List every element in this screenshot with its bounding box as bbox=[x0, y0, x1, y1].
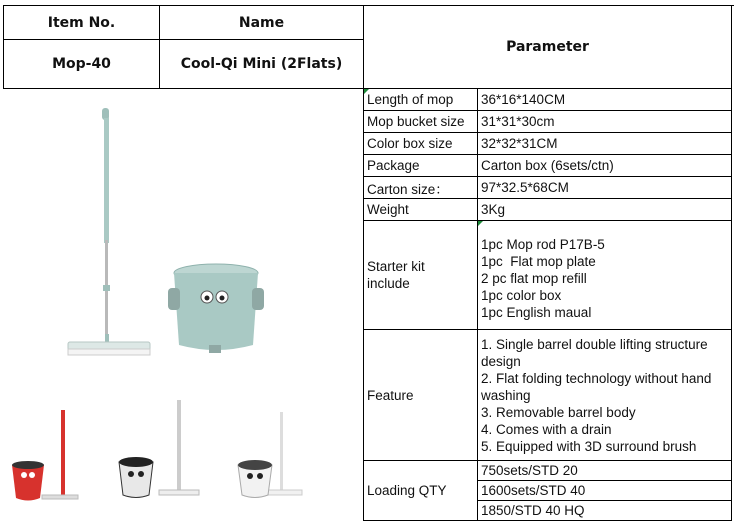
row-value-bucket: 31*31*30cm bbox=[478, 111, 732, 133]
list-item: 4. Comes with a drain bbox=[481, 421, 612, 437]
row-label-length: Length of mop bbox=[364, 89, 478, 111]
row-label-package: Package bbox=[364, 155, 478, 177]
loading-item: 750sets/STD 20 bbox=[478, 461, 732, 481]
list-item: 1pc Flat mop plate bbox=[481, 253, 596, 269]
feature-list bbox=[478, 330, 732, 461]
row-label-color-box: Color box size bbox=[364, 133, 478, 155]
product-name: Cool-Qi Mini (2Flats) bbox=[160, 40, 364, 89]
product-image-area bbox=[4, 90, 363, 521]
starter-kit-label-line: include bbox=[367, 276, 410, 291]
row-value-package: Carton box (6sets/ctn) bbox=[478, 155, 732, 177]
variant-images bbox=[4, 390, 363, 520]
list-item: 1pc English maual bbox=[481, 304, 592, 320]
row-value-weight: 3Kg bbox=[478, 199, 732, 221]
comment-marker bbox=[364, 89, 369, 94]
row-label-weight: Weight bbox=[364, 199, 478, 221]
loading-item: 1600sets/STD 40 bbox=[478, 481, 732, 501]
list-item: 1. Single barrel double lifting structure design bbox=[481, 336, 708, 369]
header-parameter: Parameter bbox=[364, 6, 732, 89]
list-item: 3. Removable barrel body bbox=[481, 404, 636, 420]
header-item-no: Item No. bbox=[4, 6, 160, 40]
main-product-image bbox=[4, 90, 363, 390]
loading-item: 1850/STD 40 HQ bbox=[478, 501, 732, 521]
list-item: 1pc color box bbox=[481, 287, 562, 303]
loading-label: Loading QTY bbox=[364, 461, 478, 521]
list-item: 2. Flat folding technology without hand washing bbox=[481, 370, 712, 403]
comment-marker bbox=[478, 221, 483, 226]
row-value-length: 36*16*140CM bbox=[478, 89, 732, 111]
list-item: 2 pc flat mop refill bbox=[481, 270, 587, 286]
row-value-color-box: 32*32*31CM bbox=[478, 133, 732, 155]
item-no-value: Mop-40 bbox=[4, 40, 160, 89]
row-label-carton: Carton size： bbox=[364, 177, 478, 199]
feature-label: Feature bbox=[364, 330, 478, 461]
header-name: Name bbox=[160, 6, 364, 40]
table-divider bbox=[363, 5, 364, 521]
starter-kit-label bbox=[364, 221, 478, 330]
list-item: 5. Equipped with 3D surround brush bbox=[481, 438, 697, 454]
row-label-bucket: Mop bucket size bbox=[364, 111, 478, 133]
starter-kit-list bbox=[478, 221, 732, 330]
list-item: 1pc Mop rod P17B-5 bbox=[481, 236, 605, 252]
starter-kit-label-line: Starter kit bbox=[367, 259, 425, 274]
row-value-carton: 97*32.5*68CM bbox=[478, 177, 732, 199]
